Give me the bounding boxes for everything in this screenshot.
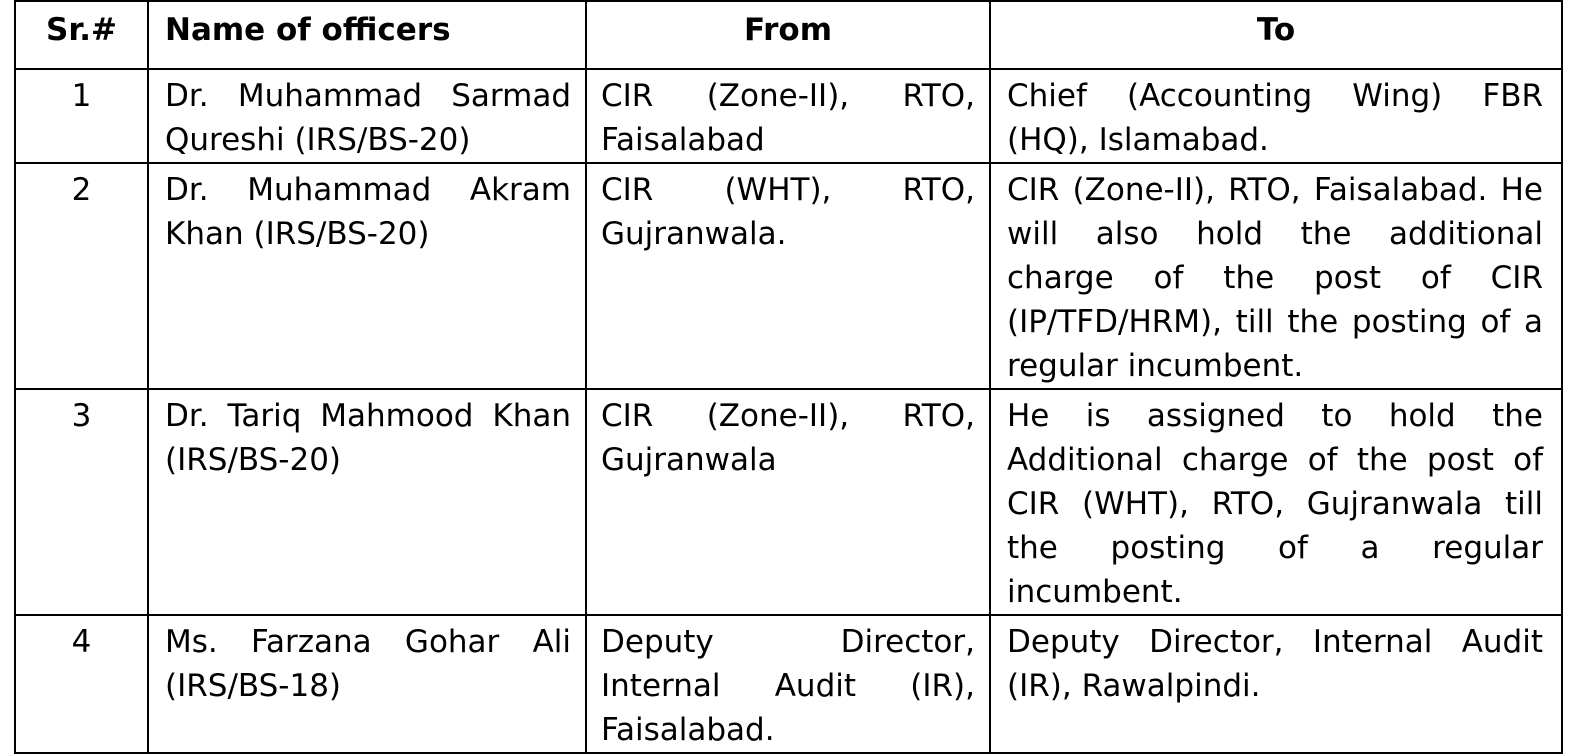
from-post: CIR (Zone-II), RTO, Gujranwala bbox=[601, 398, 975, 478]
cell-sr bbox=[15, 615, 148, 753]
cell-to bbox=[990, 615, 1562, 753]
cell-name bbox=[148, 163, 586, 389]
from-post: CIR (WHT), RTO, Gujranwala. bbox=[601, 172, 975, 252]
to-post: Deputy Director, Internal Audit (IR), Rawalpindi. bbox=[1007, 624, 1543, 704]
cell-to bbox=[990, 69, 1562, 163]
cell-to bbox=[990, 163, 1562, 389]
cell-sr bbox=[15, 389, 148, 615]
officer-name: Dr. Tariq Mahmood Khan (IRS/BS-20) bbox=[165, 398, 571, 478]
to-post: Chief (Accounting Wing) FBR (HQ), Islamabad. bbox=[1007, 78, 1543, 158]
header-to: To bbox=[990, 1, 1562, 69]
table-row bbox=[15, 163, 1562, 389]
cell-from bbox=[586, 69, 990, 163]
header-sr: Sr.# bbox=[15, 1, 148, 69]
cell-sr bbox=[15, 69, 148, 163]
cell-from bbox=[586, 163, 990, 389]
from-post: CIR (Zone-II), RTO, Faisalabad bbox=[601, 78, 975, 158]
officer-name: Dr. Muhammad Sarmad Qureshi (IRS/BS-20) bbox=[165, 78, 571, 158]
to-post: He is assigned to hold the Additional charge of the post of CIR (WHT), RTO, Gujranwala till the posting of a regular incumbent. bbox=[1007, 398, 1543, 610]
sr-value: 1 bbox=[71, 78, 92, 114]
table-row bbox=[15, 615, 1562, 753]
table-row bbox=[15, 69, 1562, 163]
sr-value: 3 bbox=[71, 398, 92, 434]
from-post: Deputy Director, Internal Audit (IR), Faisalabad. bbox=[601, 624, 975, 748]
postings-table bbox=[14, 0, 1563, 754]
cell-name bbox=[148, 69, 586, 163]
cell-from bbox=[586, 615, 990, 753]
table-row bbox=[15, 389, 1562, 615]
officer-name: Dr. Muhammad Akram Khan (IRS/BS-20) bbox=[165, 172, 571, 252]
cell-name bbox=[148, 615, 586, 753]
header-row bbox=[15, 1, 1562, 69]
header-from: From bbox=[586, 1, 990, 69]
sr-value: 4 bbox=[71, 624, 92, 660]
header-name: Name of officers bbox=[148, 1, 586, 69]
to-post: CIR (Zone-II), RTO, Faisalabad. He will also hold the additional charge of the post of CIR (IP/TFD/HRM), till the posting of a regular incumbent. bbox=[1007, 172, 1543, 384]
cell-to bbox=[990, 389, 1562, 615]
cell-sr bbox=[15, 163, 148, 389]
cell-from bbox=[586, 389, 990, 615]
sr-value: 2 bbox=[71, 172, 92, 208]
officer-name: Ms. Farzana Gohar Ali (IRS/BS-18) bbox=[165, 624, 571, 704]
cell-name bbox=[148, 389, 586, 615]
